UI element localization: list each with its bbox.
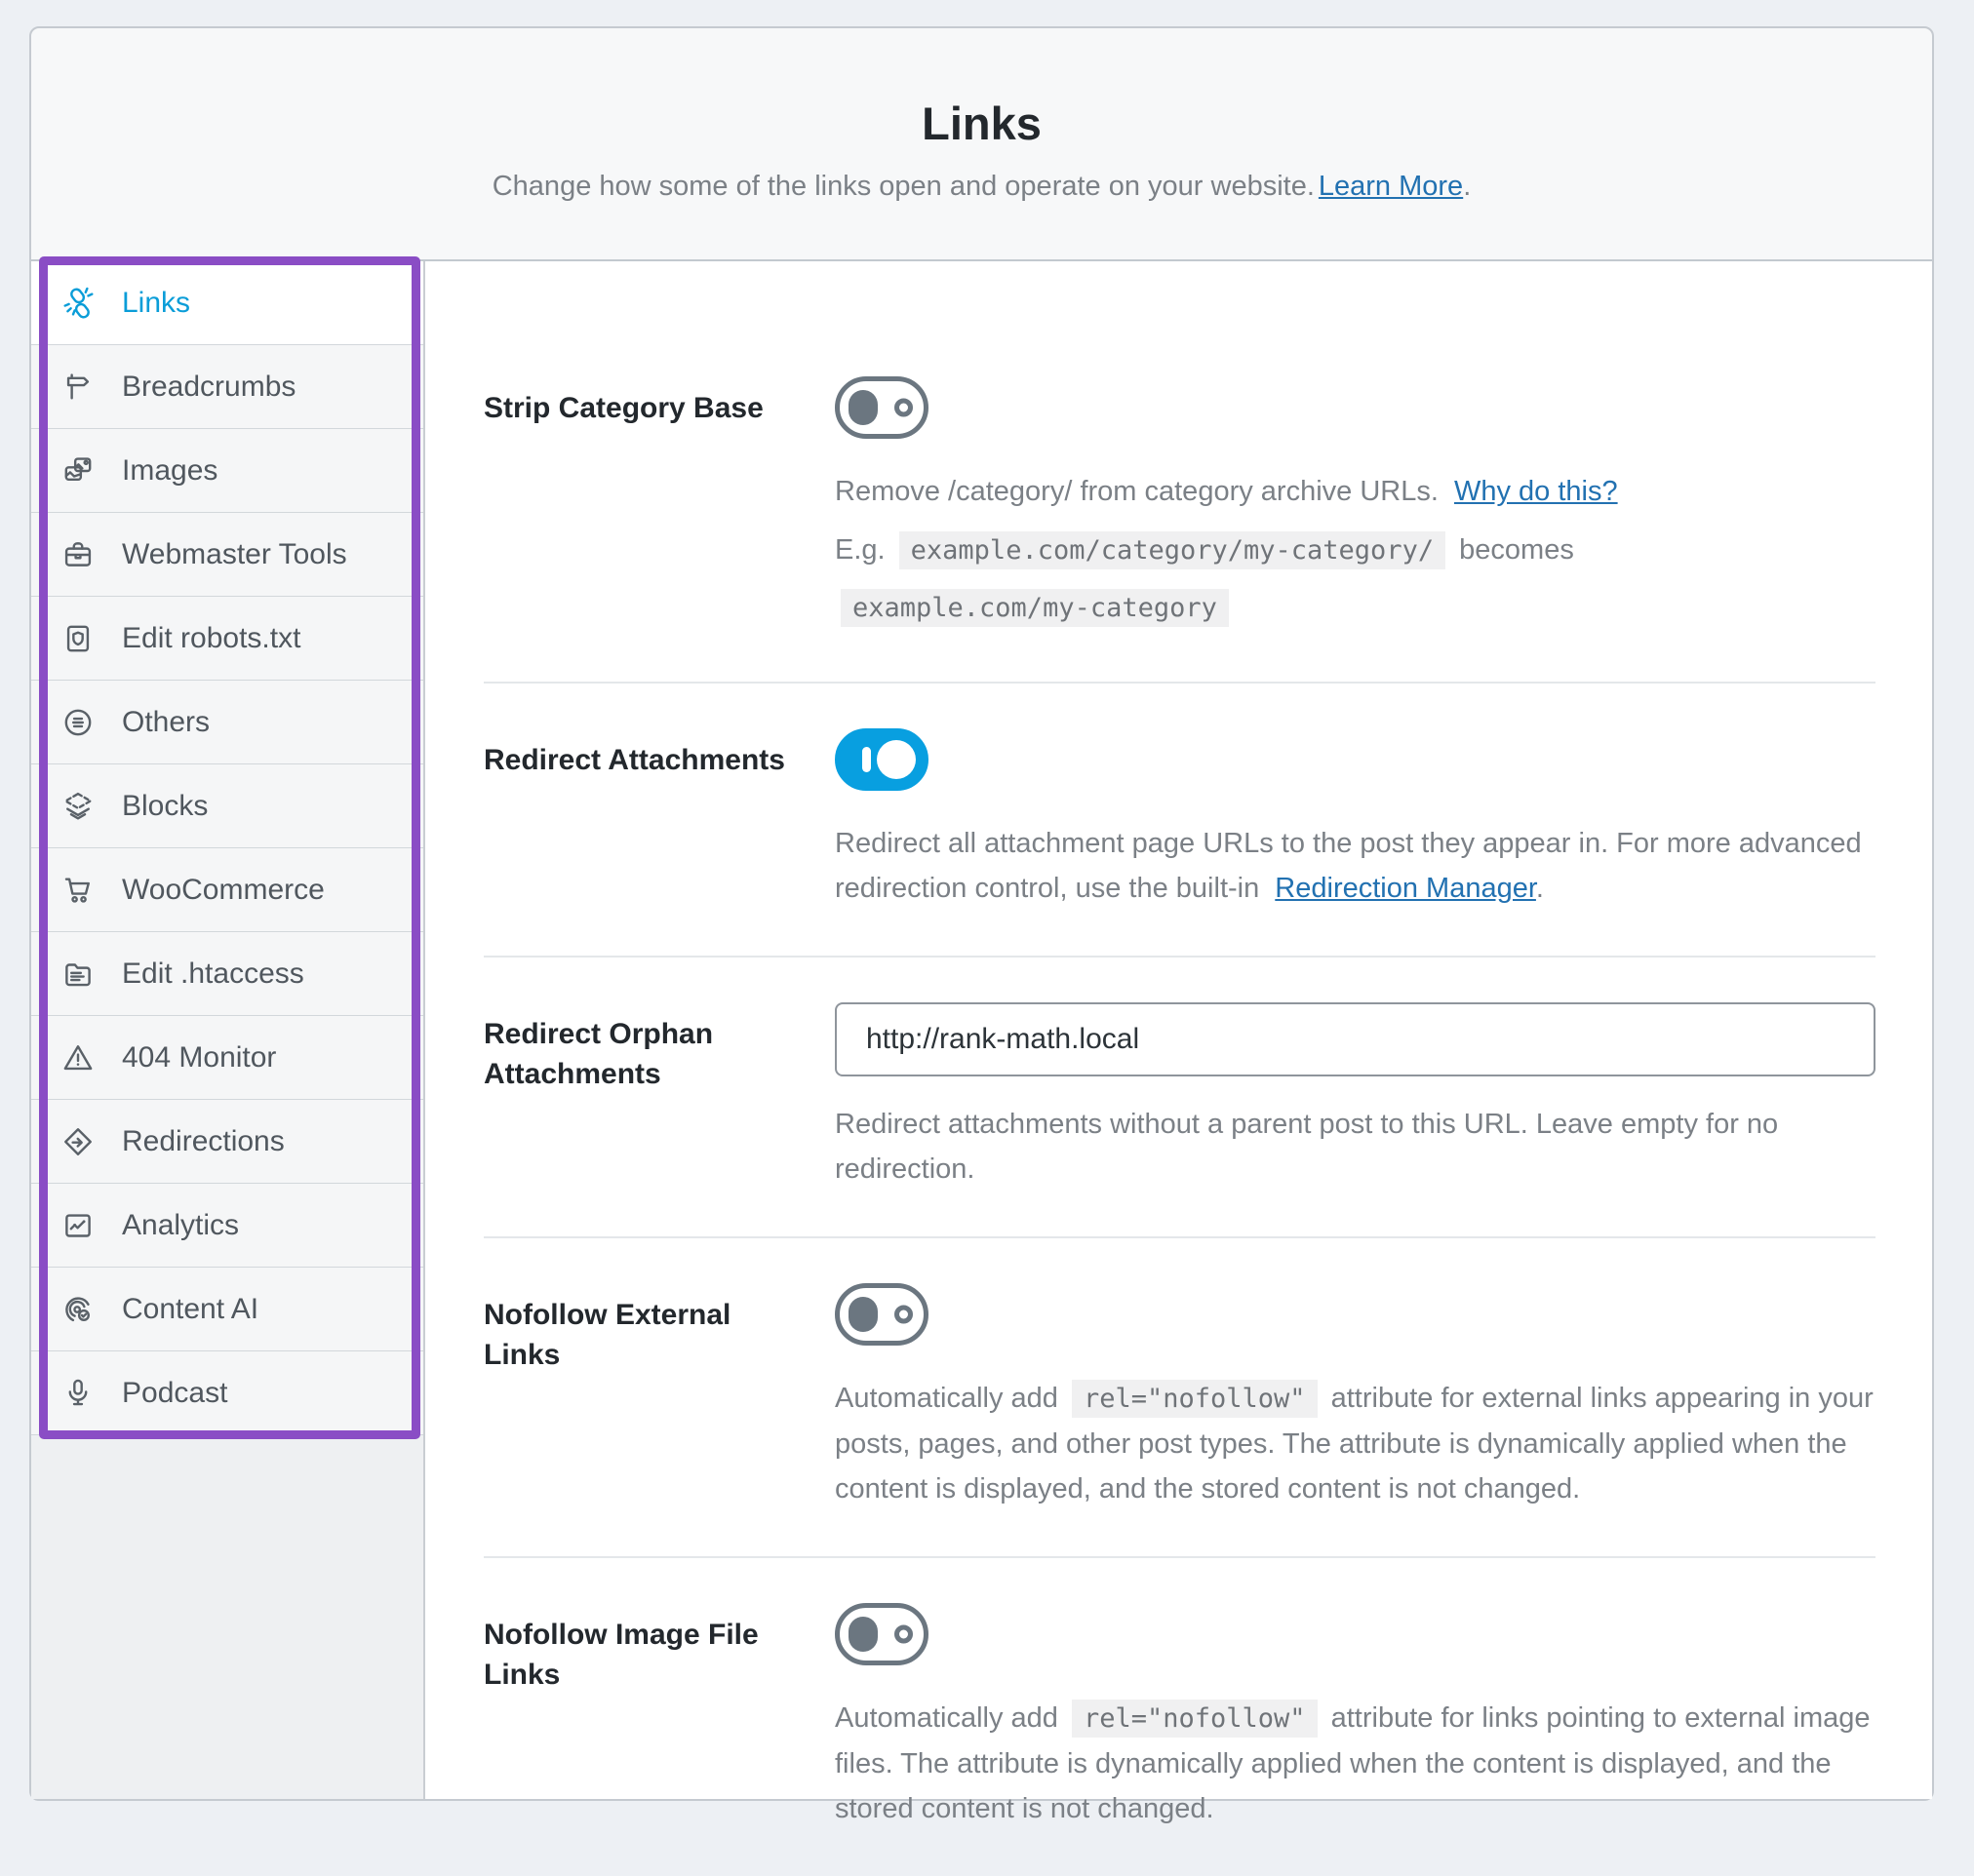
content-ai-icon [61,1293,95,1326]
orphan-redirect-url-input[interactable] [835,1002,1875,1076]
sidebar-item-label: Edit .htaccess [122,957,304,990]
sidebar-item-label: Podcast [122,1376,228,1409]
setting-label: Redirect Attachments [484,744,785,776]
setting-row-strip-category-base [484,261,1875,684]
setting-description: Automatically add rel="nofollow" attribute for external links appearing in your posts, pages, and other post types. The attribute is dynamically applied when the content is displayed, and the stored content is not changed. [835,1376,1875,1511]
setting-description: Automatically add rel="nofollow" attribute for links pointing to external image files. The attribute is dynamically applied when the content is displayed, and the stored content is not changed. [835,1696,1875,1831]
sidebar-item-edit-robots-txt[interactable] [31,597,423,681]
settings-nav [31,261,425,1799]
signpost-icon [61,371,95,404]
sidebar-item-edit-htaccess[interactable] [31,932,423,1016]
cart-icon [61,874,95,907]
settings-header [31,28,1932,261]
sidebar-item-others[interactable] [31,681,423,764]
setting-description: Remove /category/ from category archive URLs. Why do this? E.g. example.com/category/my-category/ becomes example.com/my-category [835,469,1875,637]
setting-description: Redirect all attachment page URLs to the post they appear in. For more advanced redirection control, use the built-in Redirection Manager. [835,828,1862,904]
code-snippet: rel="nofollow" [1072,1380,1318,1418]
sidebar-item-analytics[interactable] [31,1184,423,1268]
toggle-ring [894,1625,913,1644]
sidebar-item-label: Content AI [122,1292,259,1325]
sidebar-item-label: Webmaster Tools [122,537,347,570]
setting-label: Strip Category Base [484,392,764,424]
setting-label: Redirect Orphan Attachments [484,1018,714,1090]
strip-category-base-toggle[interactable] [835,376,928,439]
toggle-knob [849,1617,878,1652]
code-snippet: example.com/category/my-category/ [899,531,1445,569]
folder-lines-icon [61,958,95,991]
toggle-knob [849,390,878,425]
example-line: E.g. example.com/category/my-category/ becomes example.com/my-category [835,522,1875,637]
sidebar-item-label: Blocks [122,789,209,822]
shield-file-icon [61,622,95,655]
sidebar-item-blocks[interactable] [31,764,423,848]
sidebar-item-webmaster-tools[interactable] [31,513,423,597]
layers-icon [61,790,95,823]
sidebar-item-woocommerce[interactable] [31,848,423,932]
sidebar-item-label: 404 Monitor [122,1040,277,1074]
analytics-chart-icon [61,1209,95,1242]
sidebar-item-breadcrumbs[interactable] [31,345,423,429]
sidebar-item-label: WooCommerce [122,873,325,906]
learn-more-link[interactable]: Learn More [1318,171,1464,202]
images-icon [61,454,95,488]
microphone-icon [61,1377,95,1410]
sidebar-item-images[interactable] [31,429,423,513]
page-subtitle-text: Change how some of the links open and operate on your website. [492,171,1315,202]
toggle-pill [862,747,871,772]
briefcase-icon [61,538,95,571]
settings-body [31,261,1932,1824]
sidebar-item-404-monitor[interactable] [31,1016,423,1100]
sidebar-item-podcast[interactable] [31,1351,423,1435]
sidebar-item-label: Others [122,705,211,738]
setting-description: Redirect attachments without a parent post to this URL. Leave empty for no redirection. [835,1109,1779,1185]
links-settings-panel [425,261,1932,1824]
page-title: Links [922,98,1042,149]
redirection-manager-link[interactable]: Redirection Manager [1275,873,1536,904]
setting-row-redirect-orphan-attachments [484,958,1875,1238]
sidebar-item-label: Edit robots.txt [122,621,301,654]
setting-row-redirect-attachments [484,684,1875,958]
redirect-attachments-toggle[interactable] [835,728,928,791]
warning-triangle-icon [61,1041,95,1075]
sidebar-item-label: Breadcrumbs [122,370,296,403]
sidebar-item-content-ai[interactable] [31,1268,423,1351]
list-circle-icon [61,706,95,739]
setting-row-nofollow-external-links [484,1238,1875,1558]
redirect-arrow-icon [61,1125,95,1158]
setting-row-nofollow-image-file-links [484,1558,1875,1876]
settings-card [29,26,1934,1824]
page-subtitle [31,165,1932,209]
setting-label: Nofollow Image File Links [484,1619,759,1691]
sidebar-item-redirections[interactable] [31,1100,423,1184]
sidebar-item-links[interactable] [31,261,423,345]
code-snippet: example.com/my-category [841,589,1229,627]
toggle-ring [894,399,913,417]
sidebar-item-label: Links [122,286,191,319]
subtitle-period: . [1463,171,1472,202]
broken-link-icon [61,287,95,320]
toggle-ring [894,1306,913,1324]
nofollow-external-links-toggle[interactable] [835,1283,928,1346]
toggle-circle [877,740,916,779]
setting-label: Nofollow External Links [484,1299,731,1371]
why-do-this-link[interactable]: Why do this? [1453,476,1618,507]
sidebar-item-label: Analytics [122,1208,240,1241]
code-snippet: rel="nofollow" [1072,1700,1318,1738]
nofollow-image-file-links-toggle[interactable] [835,1603,928,1665]
sidebar-item-label: Images [122,453,218,487]
toggle-knob [849,1297,878,1332]
sidebar-item-label: Redirections [122,1124,285,1157]
